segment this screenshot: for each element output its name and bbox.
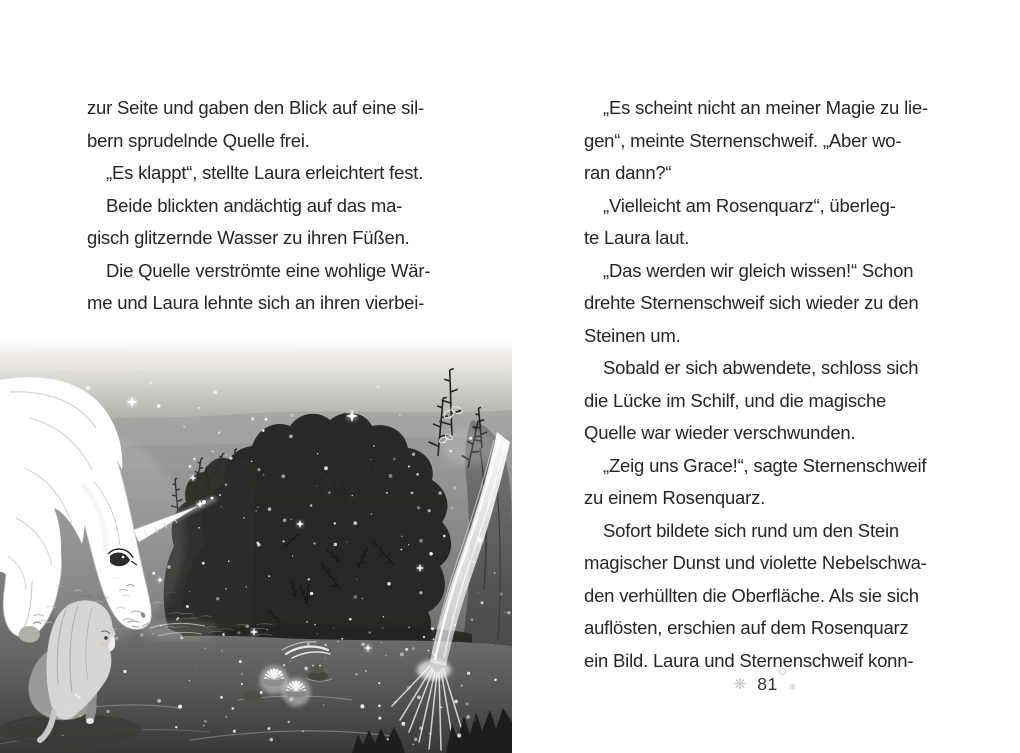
right-page-text [584, 92, 946, 677]
unicorn-hoof [19, 626, 40, 643]
text-line: Sofort bildete sich rund um den Stein [603, 519, 899, 541]
text-line: te Laura laut. [584, 227, 690, 248]
text-line: zur Seite und gaben den Blick auf eine sil- [87, 97, 424, 118]
text-line: Sobald er sich abwendete, schloss sich [603, 357, 919, 378]
text-line: „Es klappt“, stellte Laura erleichtert fest. [106, 162, 424, 183]
text-line: „Das werden wir gleich wissen!“ Schon [603, 259, 914, 281]
girl-eye [104, 636, 107, 639]
text-line: ein Bild. Laura und Sternenschweif konn- [584, 649, 914, 671]
text-line: gen“, meinte Sternenschweif. „Aber wo- [584, 129, 902, 151]
text-line: Quelle war wieder verschwunden. [584, 422, 856, 443]
page-footer [584, 669, 946, 699]
dot-ornament [779, 668, 786, 675]
snowflake-icon: ❋ [733, 675, 747, 693]
top-fade [0, 328, 512, 358]
text-line: Steinen um. [584, 324, 681, 346]
text-line: gisch glitzernde Wasser zu ihren Füßen. [87, 227, 410, 248]
text-line: auflösten, erschien auf dem Rosenquarz [584, 617, 909, 638]
illustration [0, 328, 512, 753]
text-line: „Es scheint nicht an meiner Magie zu lie- [603, 97, 928, 118]
text-line: bern sprudelnde Quelle frei. [87, 129, 310, 151]
text-line: Die Quelle verströmte eine wohlige Wär- [106, 259, 431, 281]
text-line: die Lücke im Schilf, und die magische [584, 389, 887, 411]
text-line: den verhüllten die Oberfläche. Als sie sich [584, 584, 919, 606]
text-line: me und Laura lehnte sich an ihren vierbei- [87, 292, 425, 313]
text-line: zu einem Rosenquarz. [584, 487, 766, 508]
snowflake-icon: ❋ [788, 681, 797, 692]
text-line: „Vielleicht am Rosenquarz“, überleg- [603, 194, 896, 216]
text-line: „Zeig uns Grace!“, sagte Sternenschweif [603, 454, 927, 476]
text-line: ran dann?“ [584, 162, 672, 183]
text-line: Beide blickten andächtig auf das ma- [106, 194, 403, 216]
text-line: magischer Dunst und violette Nebelschwa- [584, 552, 927, 573]
text-line: drehte Sternenschweif sich wieder zu den [584, 292, 919, 313]
left-page-text [87, 92, 439, 352]
page-number: 81 [757, 673, 778, 694]
